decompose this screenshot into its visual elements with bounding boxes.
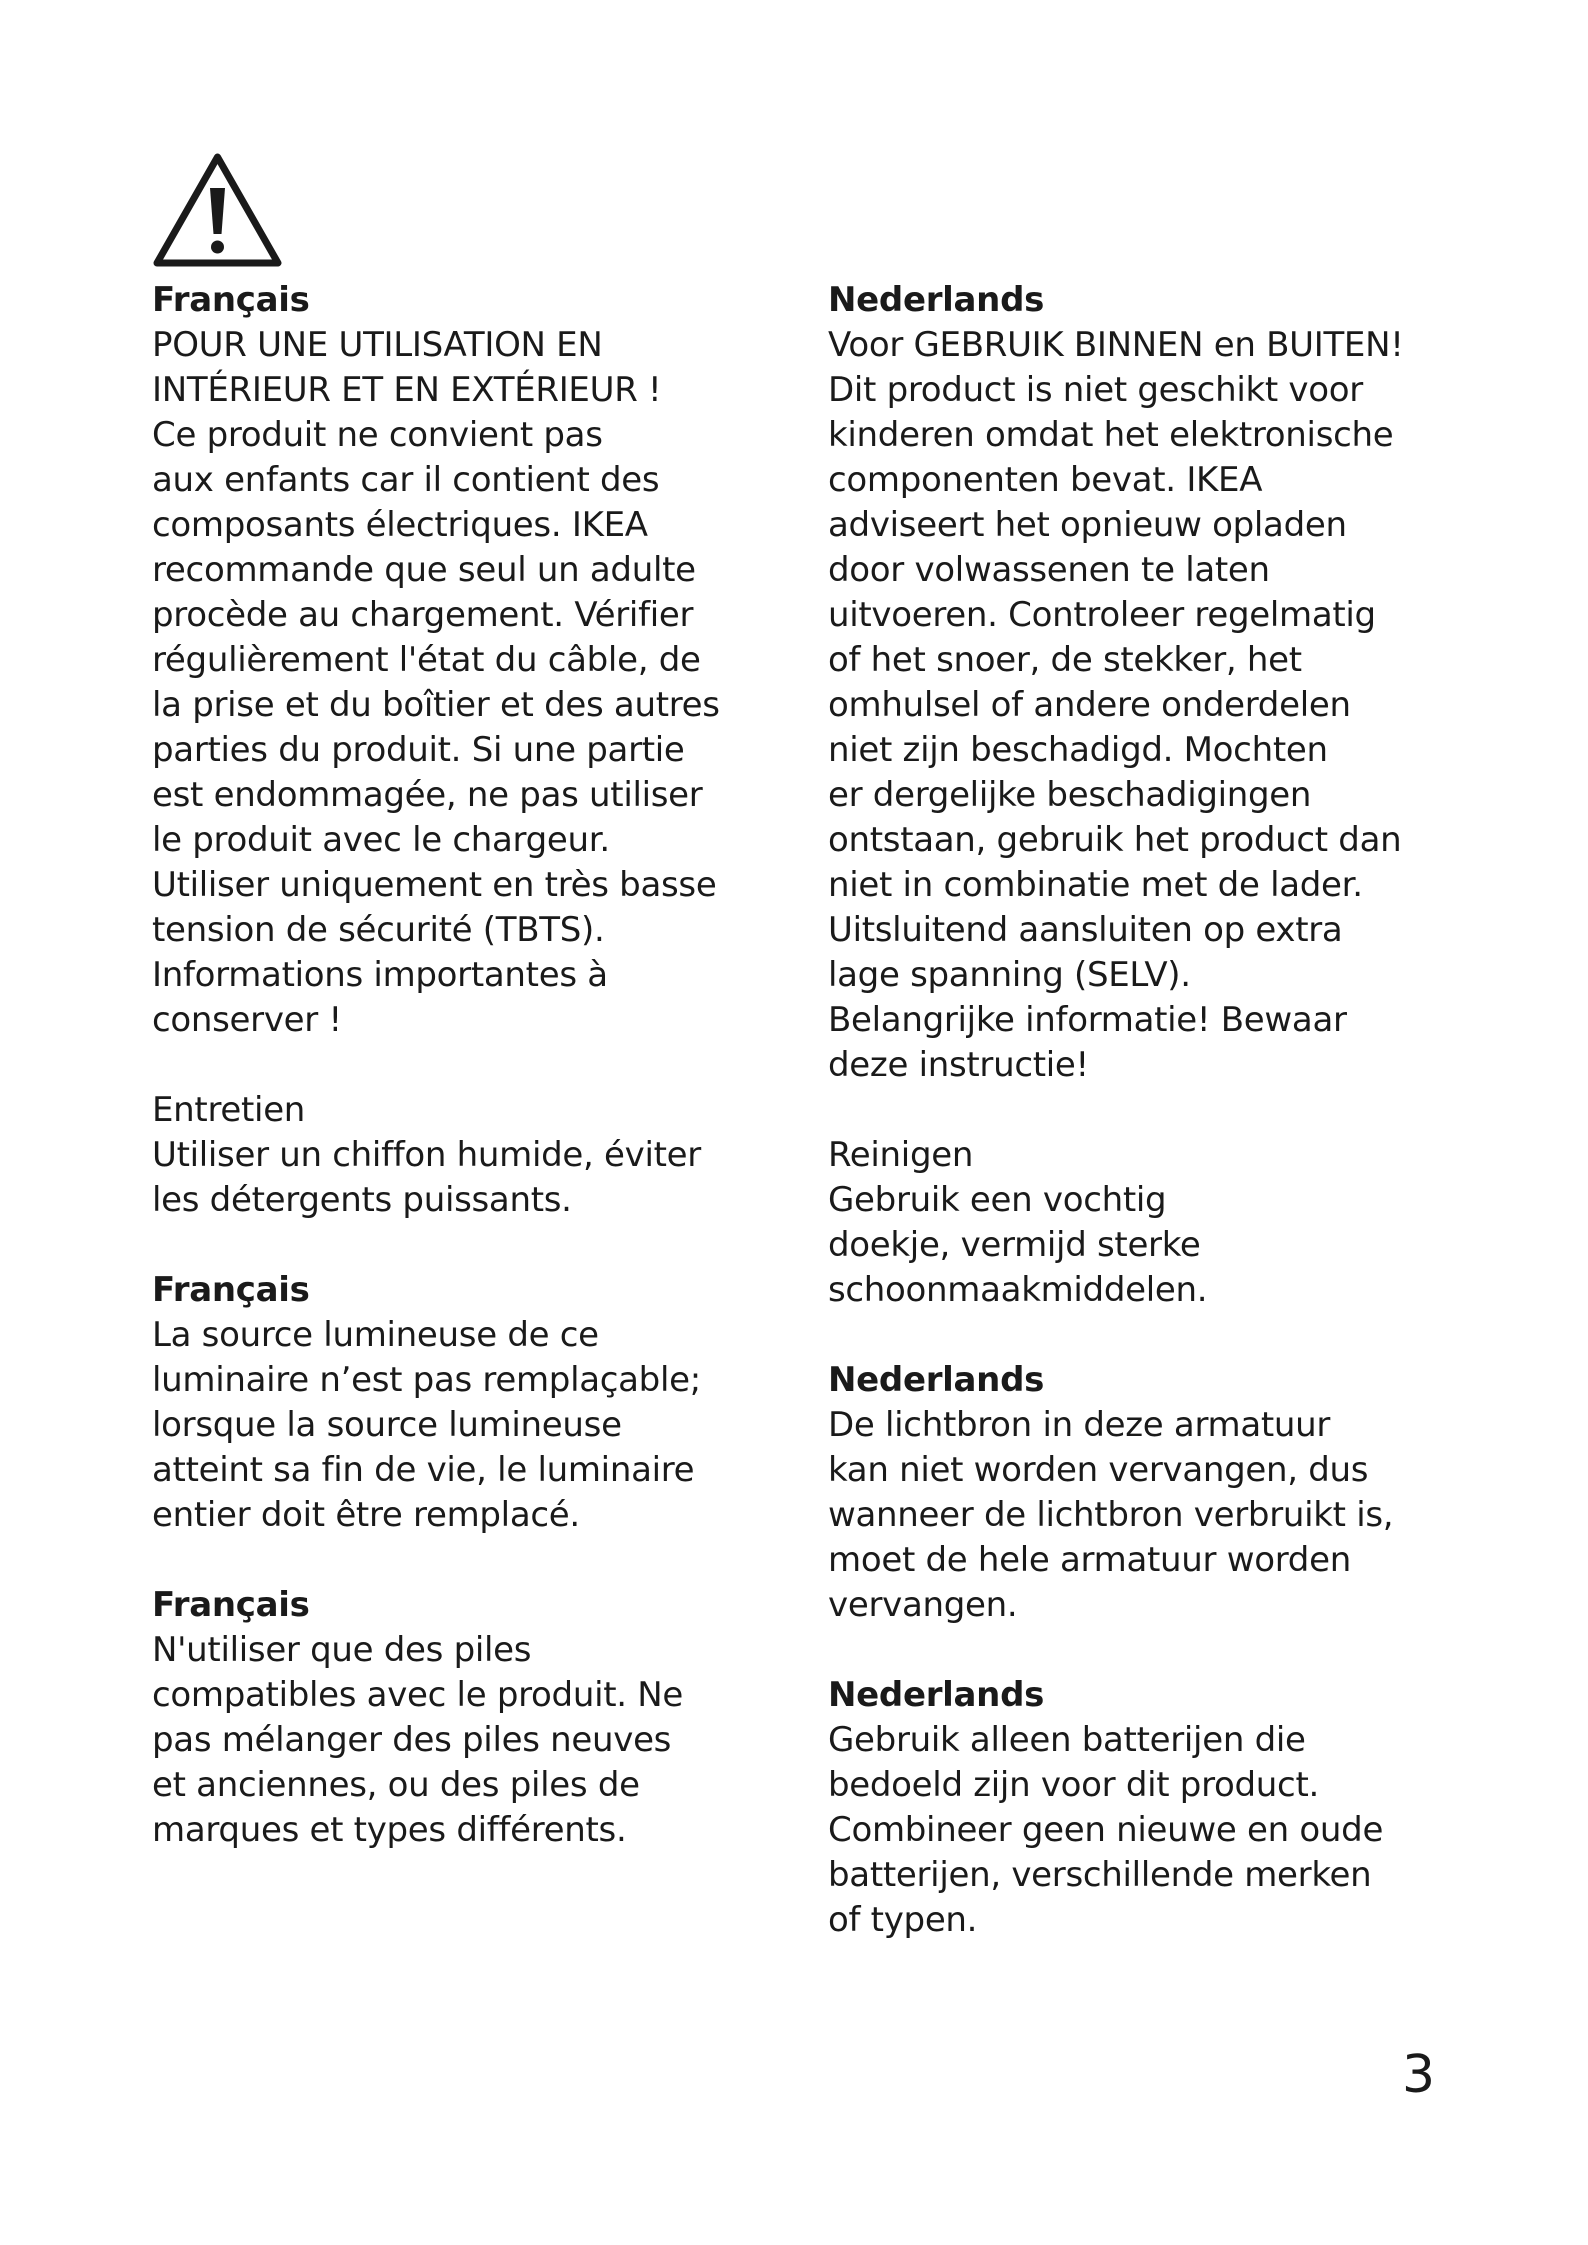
section-heading: Nederlands	[828, 1675, 1045, 1715]
text-line: of typen.	[828, 1900, 978, 1940]
text-line: Informations importantes à	[152, 955, 608, 995]
text-line: schoonmaakmiddelen.	[828, 1270, 1208, 1310]
text-line: batterijen, verschillende merken	[828, 1855, 1372, 1895]
text-line: aux enfants car il contient des	[152, 460, 660, 500]
text-line: les détergents puissants.	[152, 1180, 572, 1220]
text-line: componenten bevat. IKEA	[828, 460, 1263, 500]
text-line: et anciennes, ou des piles de	[152, 1765, 640, 1805]
text-line: Utiliser uniquement en très basse	[152, 865, 717, 905]
text-line: deze instructie!	[828, 1045, 1089, 1085]
text-line: er dergelijke beschadigingen	[828, 775, 1312, 815]
text-line: bedoeld zijn voor dit product.	[828, 1765, 1319, 1805]
text-line: Reinigen	[828, 1135, 974, 1175]
text-section	[828, 1673, 1528, 1943]
text-line: vervangen.	[828, 1585, 1018, 1625]
text-line: parties du produit. Si une partie	[152, 730, 685, 770]
text-line: POUR UNE UTILISATION EN	[152, 325, 603, 365]
text-line: Entretien	[152, 1090, 306, 1130]
text-line: wanneer de lichtbron verbruikt is,	[828, 1495, 1394, 1535]
text-line: Voor GEBRUIK BINNEN en BUITEN!	[828, 325, 1404, 365]
text-line: ontstaan, gebruik het product dan	[828, 820, 1402, 860]
section-heading: Français	[152, 280, 310, 320]
right-column	[828, 278, 1528, 1988]
text-line: entier doit être remplacé.	[152, 1495, 580, 1535]
text-section	[828, 1358, 1528, 1628]
text-line: lage spanning (SELV).	[828, 955, 1191, 995]
text-line: of het snoer, de stekker, het	[828, 640, 1302, 680]
text-line: compatibles avec le produit. Ne	[152, 1675, 684, 1715]
section-heading: Français	[152, 1585, 310, 1625]
text-line: pas mélanger des piles neuves	[152, 1720, 672, 1760]
text-line: adviseert het opnieuw opladen	[828, 505, 1347, 545]
text-line: Ce produit ne convient pas	[152, 415, 603, 455]
section-heading: Nederlands	[828, 280, 1045, 320]
text-line: procède au chargement. Vérifier	[152, 595, 694, 635]
text-line: marques et types différents.	[152, 1810, 627, 1850]
text-line: composants électriques. IKEA	[152, 505, 648, 545]
text-line: niet zijn beschadigd. Mochten	[828, 730, 1328, 770]
left-column	[152, 278, 792, 1898]
text-line: est endommagée, ne pas utiliser	[152, 775, 703, 815]
text-section	[152, 1583, 792, 1853]
text-line: De lichtbron in deze armatuur	[828, 1405, 1331, 1445]
text-line: régulièrement l'état du câble, de	[152, 640, 701, 680]
text-line: omhulsel of andere onderdelen	[828, 685, 1351, 725]
text-section	[828, 1133, 1528, 1313]
text-line: atteint sa fin de vie, le luminaire	[152, 1450, 695, 1490]
text-line: tension de sécurité (TBTS).	[152, 910, 605, 950]
text-line: la prise et du boîtier et des autres	[152, 685, 720, 725]
text-line: niet in combinatie met de lader.	[828, 865, 1363, 905]
text-section	[152, 1268, 792, 1538]
section-heading: Français	[152, 1270, 310, 1310]
text-line: Gebruik een vochtig	[828, 1180, 1167, 1220]
text-line: recommande que seul un adulte	[152, 550, 696, 590]
text-section	[152, 278, 792, 1043]
text-line: Dit product is niet geschikt voor	[828, 370, 1363, 410]
text-line: lorsque la source lumineuse	[152, 1405, 622, 1445]
text-line: N'utiliser que des piles	[152, 1630, 532, 1670]
text-section	[152, 1088, 792, 1223]
warning-triangle-icon	[150, 150, 285, 270]
text-line: uitvoeren. Controleer regelmatig	[828, 595, 1376, 635]
text-line: kinderen omdat het elektronische	[828, 415, 1394, 455]
text-line: Belangrijke informatie! Bewaar	[828, 1000, 1347, 1040]
text-line: Combineer geen nieuwe en oude	[828, 1810, 1384, 1850]
text-line: conserver !	[152, 1000, 342, 1040]
text-line: Gebruik alleen batterijen die	[828, 1720, 1306, 1760]
text-line: Uitsluitend aansluiten op extra	[828, 910, 1343, 950]
text-section	[828, 278, 1528, 1088]
text-line: La source lumineuse de ce	[152, 1315, 599, 1355]
text-line: moet de hele armatuur worden	[828, 1540, 1351, 1580]
section-heading: Nederlands	[828, 1360, 1045, 1400]
text-line: Utiliser un chiffon humide, éviter	[152, 1135, 701, 1175]
text-line: kan niet worden vervangen, dus	[828, 1450, 1369, 1490]
text-line: INTÉRIEUR ET EN EXTÉRIEUR !	[152, 370, 662, 410]
text-line: luminaire n’est pas remplaçable;	[152, 1360, 701, 1400]
text-line: doekje, vermijd sterke	[828, 1225, 1201, 1265]
text-line: door volwassenen te laten	[828, 550, 1270, 590]
text-line: le produit avec le chargeur.	[152, 820, 610, 860]
page-number: 3	[1402, 2045, 1436, 2105]
